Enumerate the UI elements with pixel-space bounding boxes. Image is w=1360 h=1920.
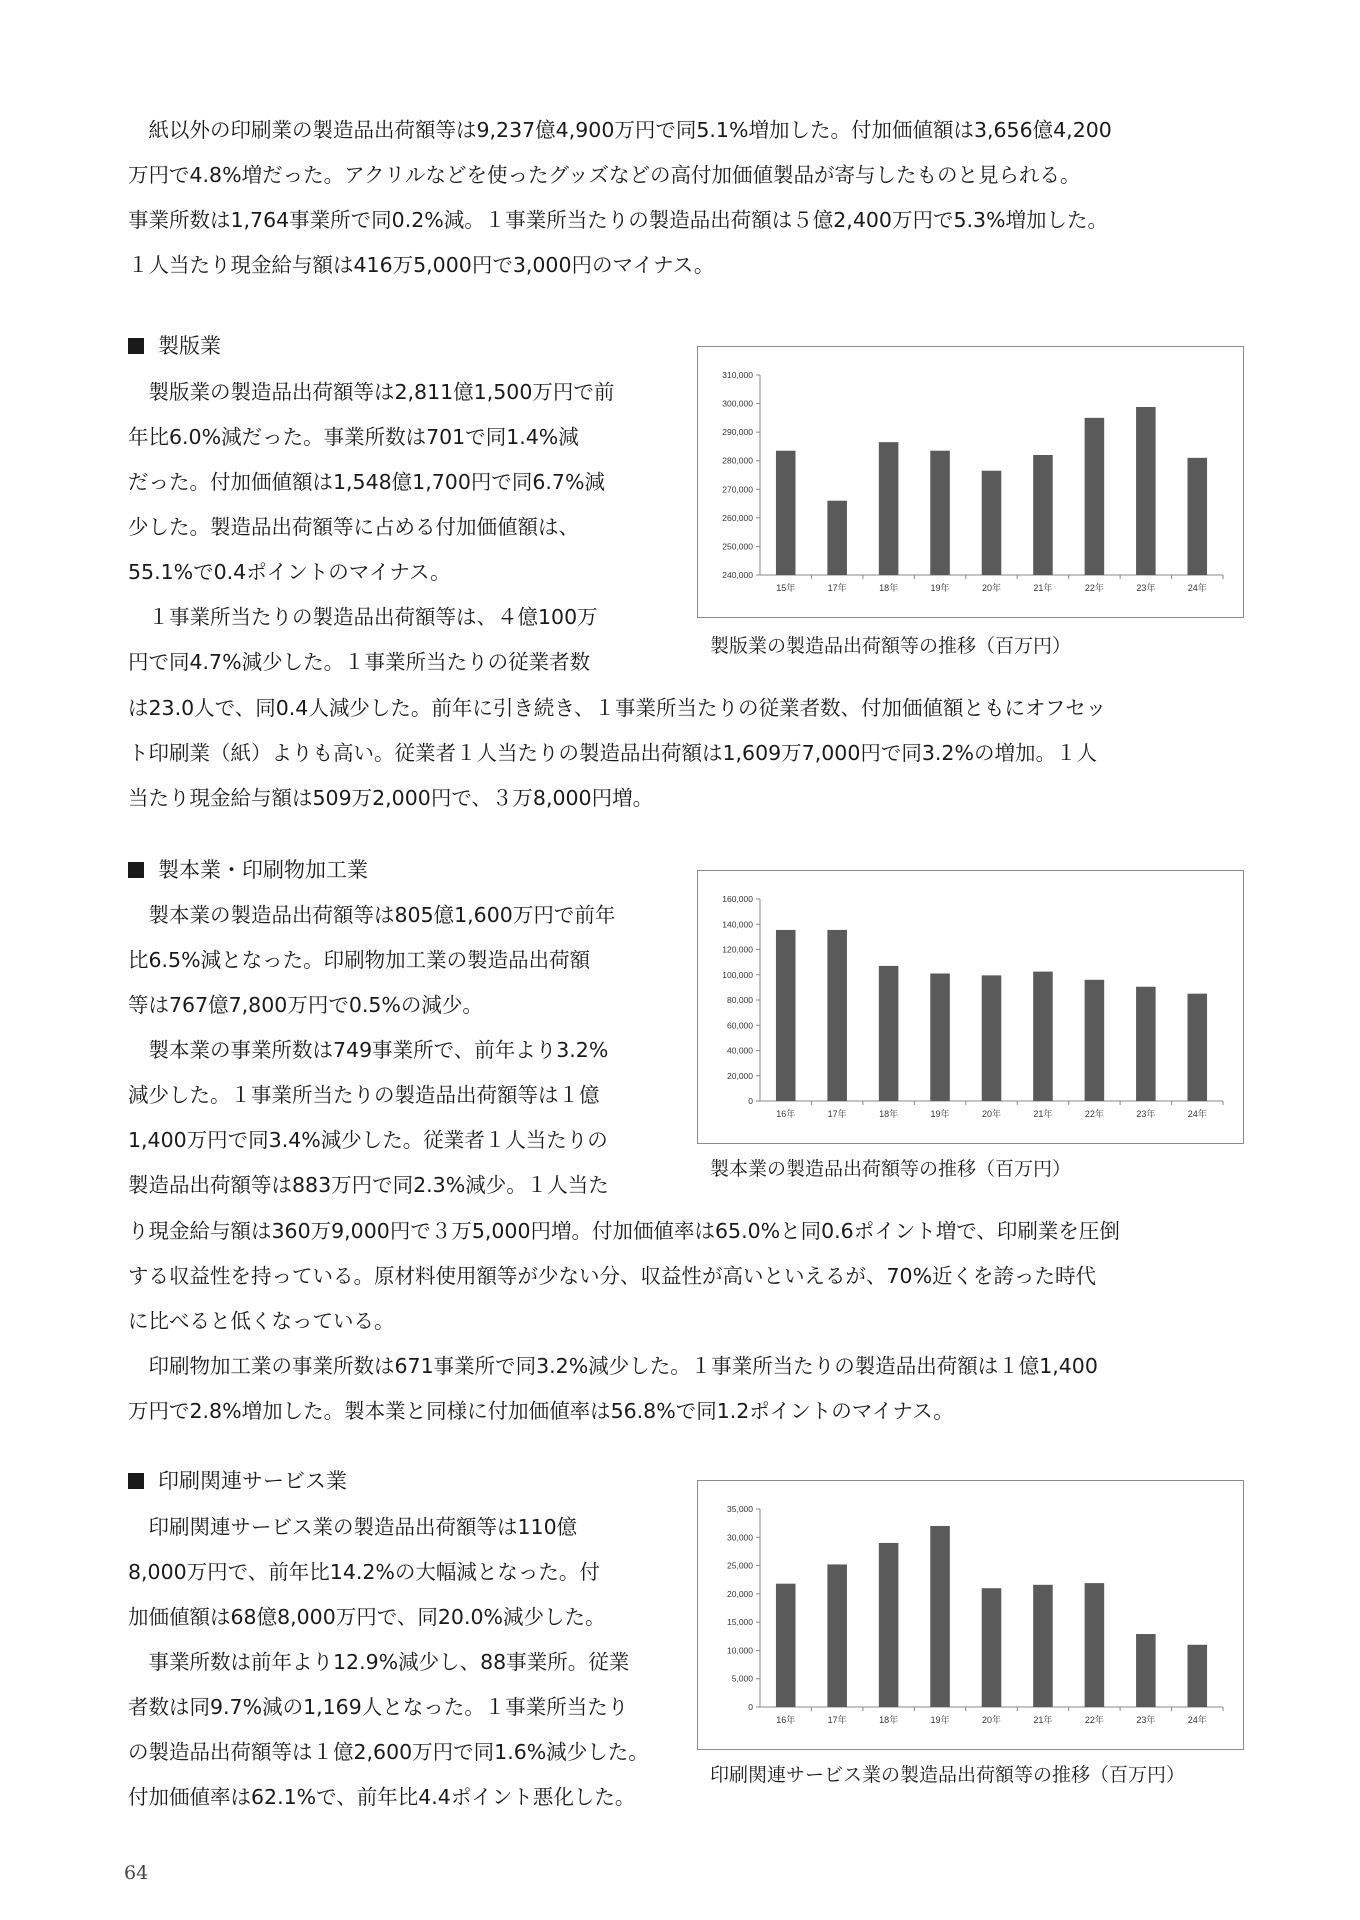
bar	[930, 451, 950, 575]
y-tick-label: 310,000	[722, 370, 753, 380]
x-tick-label: 23年	[1136, 1715, 1156, 1725]
body-line: １事業所当たりの製造品出荷額等は、４億100万	[128, 605, 598, 629]
bar	[879, 966, 899, 1101]
bar	[982, 975, 1002, 1101]
bar	[1085, 1583, 1105, 1707]
bar	[827, 930, 847, 1101]
y-tick-label: 270,000	[722, 484, 753, 495]
x-tick-label: 22年	[1084, 583, 1104, 593]
bar-chart-service	[698, 1481, 1243, 1749]
body-line: 円で同4.7%減少した。１事業所当たりの従業者数	[128, 650, 591, 674]
section-heading-text: 製版業	[158, 334, 221, 358]
intro-line: 事業所数は1,764事業所で同0.2%減。１事業所当たりの製造品出荷額は５億2,400万円で5.3%増加した。	[128, 208, 1109, 232]
body-line: ト印刷業（紙）よりも高い。従業者１人当たりの製造品出荷額は1,609万7,000円で同3.2%の増加。１人	[128, 741, 1097, 765]
body-line: だった。付加価値額は1,548億1,700円で同6.7%減	[128, 470, 605, 494]
bar	[776, 930, 796, 1101]
section-heading	[128, 1466, 347, 1496]
bar	[1188, 994, 1208, 1101]
y-tick-label: 15,000	[727, 1617, 753, 1628]
chart-caption: 印刷関連サービス業の製造品出荷額等の推移（百万円）	[710, 1764, 1186, 1786]
body-line: 55.1%で0.4ポイントのマイナス。	[128, 560, 451, 584]
y-tick-label: 280,000	[722, 455, 753, 466]
y-tick-label: 40,000	[727, 1045, 753, 1056]
body-line: は23.0人で、同0.4人減少した。前年に引き続き、１事業所当たりの従業者数、付加価値額ともにオフセッ	[128, 696, 1107, 720]
x-tick-label: 20年	[981, 1715, 1002, 1725]
y-tick-label: 100,000	[722, 969, 753, 980]
intro-line: 紙以外の印刷業の製造品出荷額等は9,237億4,900万円で同5.1%増加した。付加価値額は3,656億4,200	[128, 118, 1112, 142]
y-tick-label: 260,000	[722, 512, 753, 523]
bar	[1033, 972, 1053, 1101]
y-tick-label: 30,000	[727, 1532, 753, 1543]
page-number: 64	[124, 1862, 149, 1884]
x-tick-label: 20年	[981, 1109, 1002, 1119]
bar	[1188, 458, 1208, 575]
bar	[1033, 1585, 1053, 1707]
body-line: 加価値額は68億8,000万円で、同20.0%減少した。	[128, 1605, 606, 1629]
x-tick-label: 20年	[981, 583, 1002, 593]
bar	[1136, 407, 1156, 575]
x-tick-label: 16年	[776, 1715, 796, 1725]
x-tick-label: 16年	[776, 1109, 796, 1119]
bar	[930, 973, 950, 1101]
y-tick-label: 20,000	[727, 1588, 753, 1599]
y-tick-label: 0	[748, 1096, 753, 1106]
chart-seihan	[697, 346, 1244, 618]
body-line: 少した。製造品出荷額等に占める付加価値額は、	[128, 515, 579, 539]
x-tick-label: 22年	[1084, 1715, 1104, 1725]
body-line: 年比6.0%減だった。事業所数は701で同1.4%減	[128, 425, 579, 449]
body-line: に比べると低くなっている。	[128, 1309, 395, 1333]
body-line: 製造品出荷額等は883万円で同2.3%減少。１人当た	[128, 1173, 609, 1197]
x-tick-label: 15年	[776, 583, 796, 593]
bar	[827, 1564, 847, 1707]
body-line: り現金給与額は360万9,000円で３万5,000円増。付加価値率は65.0%と同0.6ポイント増で、印刷業を圧倒	[128, 1219, 1120, 1243]
bar	[1085, 418, 1105, 575]
y-tick-label: 80,000	[727, 995, 753, 1005]
x-tick-label: 24年	[1187, 583, 1207, 593]
y-tick-label: 35,000	[727, 1504, 753, 1514]
x-tick-label: 19年	[930, 583, 950, 593]
bar	[879, 1543, 899, 1707]
bar	[776, 451, 796, 575]
x-tick-label: 23年	[1136, 1109, 1156, 1119]
intro-line: １人当たり現金給与額は416万5,000円で3,000円のマイナス。	[128, 253, 715, 277]
bar	[1136, 1634, 1156, 1707]
x-tick-label: 19年	[930, 1715, 950, 1725]
section-heading-text: 製本業・印刷物加工業	[158, 858, 368, 882]
x-tick-label: 17年	[827, 1109, 847, 1119]
y-tick-label: 240,000	[722, 570, 753, 580]
body-line: 印刷物加工業の事業所数は671事業所で同3.2%減少した。１事業所当たりの製造品出荷額は１億1,400	[128, 1354, 1098, 1378]
chart-seihon	[697, 870, 1244, 1144]
y-tick-label: 140,000	[722, 919, 753, 930]
bar	[1188, 1645, 1208, 1707]
body-line: 事業所数は前年より12.9%減少し、88事業所。従業	[128, 1650, 630, 1674]
y-tick-label: 0	[748, 1702, 753, 1712]
body-line: 製本業の製造品出荷額等は805億1,600万円で前年	[128, 903, 616, 927]
square-bullet-icon	[128, 1473, 144, 1489]
y-tick-label: 120,000	[722, 944, 753, 955]
intro-line: 万円で4.8%増だった。アクリルなどを使ったグッズなどの高付加価値製品が寄与したものと見られる。	[128, 163, 1081, 187]
bar	[1136, 987, 1156, 1101]
x-tick-label: 17年	[827, 1715, 847, 1725]
chart-service	[697, 1480, 1244, 1750]
x-tick-label: 23年	[1136, 583, 1156, 593]
bar	[982, 471, 1002, 575]
body-line: 製版業の製造品出荷額等は2,811億1,500万円で前	[128, 380, 615, 404]
body-line: 印刷関連サービス業の製造品出荷額等は110億	[128, 1515, 578, 1539]
y-tick-label: 300,000	[722, 398, 753, 409]
y-tick-label: 250,000	[722, 541, 753, 552]
section-heading	[128, 855, 368, 885]
x-tick-label: 17年	[827, 583, 847, 593]
body-line: 等は767億7,800万円で0.5%の減少。	[128, 993, 483, 1017]
x-tick-label: 22年	[1084, 1109, 1104, 1119]
y-tick-label: 160,000	[722, 894, 753, 904]
x-tick-label: 21年	[1033, 1109, 1053, 1119]
section-heading-text: 印刷関連サービス業	[158, 1469, 347, 1493]
x-tick-label: 21年	[1033, 583, 1053, 593]
chart-caption: 製本業の製造品出荷額等の推移（百万円）	[710, 1158, 1072, 1180]
x-tick-label: 24年	[1187, 1109, 1207, 1119]
x-tick-label: 18年	[879, 583, 899, 593]
y-tick-label: 10,000	[727, 1645, 753, 1656]
bar-chart-seihan	[698, 347, 1243, 617]
chart-caption: 製版業の製造品出荷額等の推移（百万円）	[710, 635, 1072, 657]
body-line: の製造品出荷額等は１億2,600万円で同1.6%減少した。	[128, 1740, 649, 1764]
bar	[930, 1526, 950, 1707]
body-line: 者数は同9.7%減の1,169人となった。１事業所当たり	[128, 1695, 629, 1719]
body-line: 1,400万円で同3.4%減少した。従業者１人当たりの	[128, 1128, 608, 1152]
bar	[827, 501, 847, 575]
body-line: 万円で2.8%増加した。製本業と同様に付加価値率は56.8%で同1.2ポイントのマイナス。	[128, 1399, 954, 1423]
bar	[982, 1588, 1002, 1707]
bar-chart-seihon	[698, 871, 1243, 1143]
section-heading	[128, 331, 221, 361]
x-tick-label: 19年	[930, 1109, 950, 1119]
y-tick-label: 25,000	[727, 1560, 753, 1571]
body-line: する収益性を持っている。原材料使用額等が少ない分、収益性が高いといえるが、70%近くを誇った時代	[128, 1264, 1097, 1288]
square-bullet-icon	[128, 338, 144, 354]
bar	[879, 442, 899, 575]
body-line: 減少した。１事業所当たりの製造品出荷額等は１億	[128, 1083, 600, 1107]
y-tick-label: 5,000	[731, 1673, 753, 1684]
x-tick-label: 21年	[1033, 1715, 1053, 1725]
y-tick-label: 20,000	[727, 1070, 753, 1081]
body-line: 8,000万円で、前年比14.2%の大幅減となった。付	[128, 1560, 600, 1584]
bar	[1033, 455, 1053, 575]
x-tick-label: 24年	[1187, 1715, 1207, 1725]
y-tick-label: 60,000	[727, 1020, 753, 1031]
body-line: 製本業の事業所数は749事業所で、前年より3.2%	[128, 1038, 609, 1062]
bar	[776, 1584, 796, 1707]
bar	[1085, 980, 1105, 1101]
x-tick-label: 18年	[879, 1109, 899, 1119]
square-bullet-icon	[128, 862, 144, 878]
body-line: 当たり現金給与額は509万2,000円で、３万8,000円増。	[128, 786, 654, 810]
body-line: 付加価値率は62.1%で、前年比4.4ポイント悪化した。	[128, 1785, 636, 1809]
body-line: 比6.5%減となった。印刷物加工業の製造品出荷額	[128, 948, 591, 972]
x-tick-label: 18年	[879, 1715, 899, 1725]
y-tick-label: 290,000	[722, 427, 753, 438]
